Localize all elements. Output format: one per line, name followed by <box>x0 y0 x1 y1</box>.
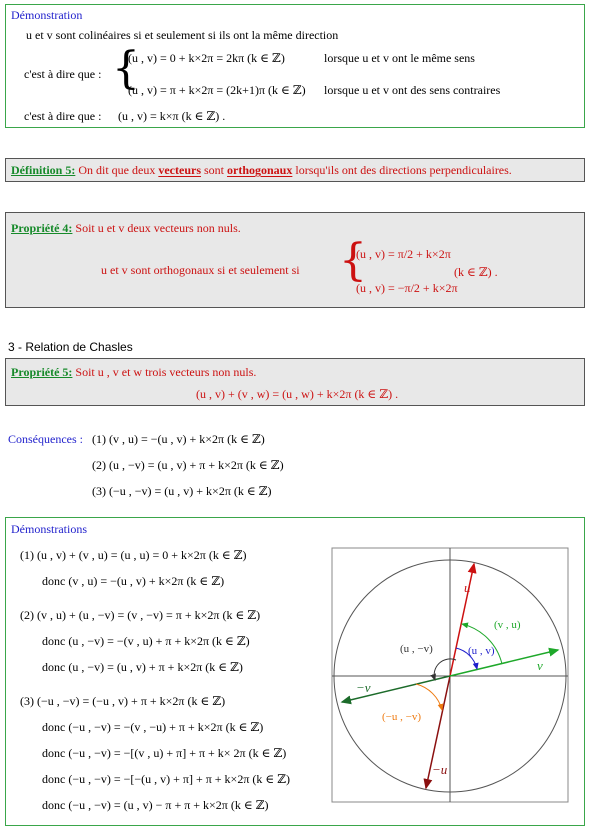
orthogonal-case-2: (u , v) = −π/2 + k×2π <box>356 281 458 295</box>
demonstration-title: Démonstration <box>11 8 83 22</box>
property-5-text: Soit u , v et w trois vecteurs non nuls. <box>72 365 257 379</box>
property-5-label: Propriété 5: <box>11 365 73 379</box>
demonstrations-title: Démonstrations <box>11 522 87 536</box>
thats-to-say-label-2: c'est à dire que : <box>24 109 102 123</box>
property-4-label: Propriété 4: <box>11 221 73 235</box>
chasles-formula: (u , v) + (v , w) = (u , w) + k×2π (k ∈ ℤ) . <box>196 387 399 401</box>
definition-5-box <box>5 158 585 182</box>
same-direction-formula: (u , v) = 0 + k×2π = 2kπ (k ∈ ℤ) <box>128 51 285 65</box>
demonstration-box <box>5 4 585 128</box>
label-angle-v-u: (v , u) <box>494 619 521 631</box>
opposite-direction-condition: lorsque u et v ont des sens contraires <box>324 83 501 97</box>
proof-1-line-2: donc (v , u) = −(u , v) + k×2π (k ∈ ℤ) <box>42 574 225 588</box>
definition-5-part1: On dit que deux <box>75 163 159 177</box>
thats-to-say-label: c'est à dire que : <box>24 67 102 81</box>
proof-2-line-1: (2) (v , u) + (u , −v) = (v , −v) = π + k×2π (k ∈ ℤ) <box>20 608 261 622</box>
same-direction-condition: lorsque u et v ont le même sens <box>324 51 475 65</box>
label-minus-u: −u <box>432 762 448 777</box>
opposite-direction-formula: (u , v) = π + k×2π = (2k+1)π (k ∈ ℤ) <box>128 83 306 97</box>
proof-2-line-3: donc (u , −v) = (u , v) + π + k×2π (k ∈ ℤ) <box>42 660 243 674</box>
left-brace: { <box>112 43 140 94</box>
consequence-3: (3) (−u , −v) = (u , v) + k×2π (k ∈ ℤ) <box>92 484 272 498</box>
definition-5-text <box>11 163 512 178</box>
proof-2-line-2: donc (u , −v) = −(v , u) + π + k×2π (k ∈ ℤ) <box>42 634 250 648</box>
consequences-label: Conséquences : <box>8 432 83 446</box>
label-angle-u-minus-v: (u , −v) <box>400 643 433 655</box>
property-5-intro <box>11 365 256 380</box>
definition-5-part2: sont <box>201 163 228 177</box>
proof-3-line-2: donc (−u , −v) = −(v , −u) + π + k×2π (k ∈ ℤ) <box>42 720 264 734</box>
property-4-text: Soit u et v deux vecteurs non nuls. <box>72 221 241 235</box>
angle-arc-minus-u-minus-v <box>416 684 442 710</box>
section-3-title: 3 - Relation de Chasles <box>8 340 133 354</box>
proof-1-line-1: (1) (u , v) + (v , u) = (u , u) = 0 + k×2π (k ∈ ℤ) <box>20 548 247 562</box>
proof-3-line-5: donc (−u , −v) = (u , v) − π + π + k×2π (k ∈ ℤ) <box>42 798 269 812</box>
proof-3-line-1: (3) (−u , −v) = (−u , v) + π + k×2π (k ∈ ℤ) <box>20 694 226 708</box>
label-angle-minus-u-minus-v: (−u , −v) <box>382 711 421 723</box>
proof-3-line-3: donc (−u , −v) = −[(v , u) + π] + π + k× 2π (k ∈ ℤ) <box>42 746 287 760</box>
property-5-box <box>5 358 585 406</box>
consequence-1: (1) (v , u) = −(u , v) + k×2π (k ∈ ℤ) <box>92 432 265 446</box>
definition-5-label: Définition 5: <box>11 163 76 177</box>
collinear-statement: u et v sont colinéaires si et seulement si ils ont la même direction <box>26 28 339 42</box>
property-4-intro <box>11 221 241 236</box>
collinear-angle-formula: (u , v) = k×π (k ∈ ℤ) . <box>118 109 226 123</box>
label-v: v <box>537 658 543 673</box>
trig-circle-figure <box>322 544 578 804</box>
property-4-brace: { <box>339 235 367 286</box>
orthogonal-condition-text: u et v sont orthogonaux si et seulement si <box>101 263 300 277</box>
definition-5-word-orthogonal: orthogonaux <box>227 163 293 177</box>
definition-5-part3: lorsqu'ils ont des directions perpendiculaires. <box>292 163 512 177</box>
label-u: u <box>464 580 471 595</box>
label-minus-v: −v <box>356 680 371 695</box>
property-4-box <box>5 212 585 308</box>
orthogonal-k-condition: (k ∈ ℤ) . <box>454 265 498 279</box>
orthogonal-case-1: (u , v) = π/2 + k×2π <box>356 247 451 261</box>
demonstrations-box <box>5 517 585 826</box>
proof-3-line-4: donc (−u , −v) = −[−(u , v) + π] + π + k×2π (k ∈ ℤ) <box>42 772 291 786</box>
label-angle-u-v: (u , v) <box>468 645 495 657</box>
consequence-2: (2) (u , −v) = (u , v) + π + k×2π (k ∈ ℤ) <box>92 458 284 472</box>
definition-5-word-vectors: vecteurs <box>158 163 201 177</box>
